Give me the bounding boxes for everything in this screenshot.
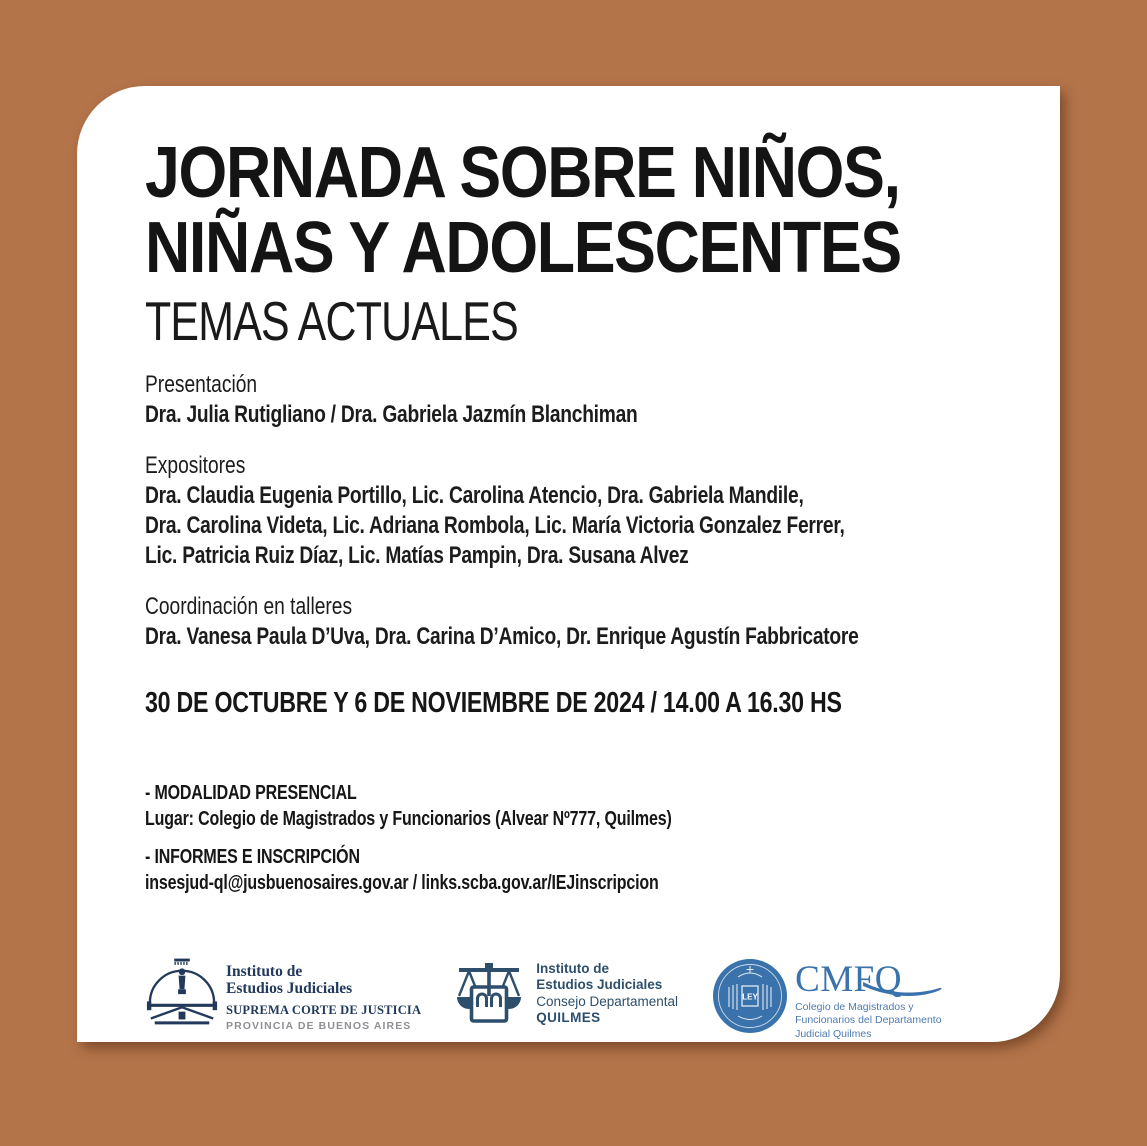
venue-address: Lugar: Colegio de Magistrados y Funcionarios (Alvear Nº777, Quilmes) <box>145 807 672 830</box>
section-coordinacion <box>145 592 859 652</box>
modalidad-label: - MODALIDAD PRESENCIAL <box>145 781 357 804</box>
cmfq-org-line: Colegio de Magistrados y <box>795 1000 914 1013</box>
event-details <box>145 780 845 896</box>
speakers-names-line: Dra. Claudia Eugenia Portillo, Lic. Carolina Atencio, Dra. Gabriela Mandile, <box>145 481 804 509</box>
flyer-card <box>77 86 1060 1042</box>
detail-modalidad <box>145 780 845 832</box>
logo-row <box>145 958 1020 1041</box>
logo-iej-suprema-corte-text <box>226 958 421 1032</box>
detail-informes <box>145 844 845 896</box>
presenters-names: Dra. Julia Rutigliano / Dra. Gabriela Jazmín Blanchiman <box>145 400 638 428</box>
event-title-line2: NIÑAS Y ADOLESCENTES <box>145 207 901 288</box>
org-name: SUPREMA CORTE DE JUSTICIA <box>226 1002 422 1017</box>
org-region: PROVINCIA DE BUENOS AIRES <box>226 1019 412 1032</box>
scales-of-justice-icon <box>455 963 523 1025</box>
logo-iej-quilmes-text <box>536 958 678 1027</box>
council-city: QUILMES <box>536 1010 601 1026</box>
institute-name: Estudios Judiciales <box>226 979 353 997</box>
institute-name: Instituto de <box>536 960 609 976</box>
cmfq-swoosh-icon <box>861 981 947 999</box>
institute-name: Estudios Judiciales <box>536 977 663 993</box>
cmfq-org-line: Judicial Quilmes <box>795 1027 872 1040</box>
section-label: Expositores <box>145 451 246 479</box>
logo-cmfq <box>712 958 942 1041</box>
ley-seal-icon <box>712 958 788 1034</box>
event-title <box>145 133 906 288</box>
institute-name: Instituto de <box>226 962 303 980</box>
cmfq-org-line: Funcionarios del Departamento <box>795 1014 942 1027</box>
event-date-time: 30 DE OCTUBRE Y 6 DE NOVIEMBRE DE 2024 / 14.00 A 16.30 HS <box>145 686 842 719</box>
contact-email-link: insesjud-ql@jusbuenosaires.gov.ar / links.scba.gov.ar/IEJinscripcion <box>145 871 659 894</box>
logo-cmfq-text <box>795 958 942 1041</box>
speakers-names-line: Dra. Carolina Videta, Lic. Adriana Rombola, Lic. María Victoria Gonzalez Ferrer, <box>145 511 845 539</box>
council-name: Consejo Departamental <box>536 993 679 1009</box>
section-label: Coordinación en talleres <box>145 592 353 620</box>
section-label: Presentación <box>145 370 258 398</box>
courthouse-dome-icon <box>145 958 219 1040</box>
cmfq-acronym: CMFQ <box>795 958 902 1000</box>
event-subtitle: TEMAS ACTUALES <box>145 289 518 352</box>
seal-ley-text: LEY <box>742 992 758 1002</box>
speakers-names-line: Lic. Patricia Ruiz Díaz, Lic. Matías Pampin, Dra. Susana Alvez <box>145 541 689 569</box>
coordinators-names: Dra. Vanesa Paula D’Uva, Dra. Carina D’Amico, Dr. Enrique Agustín Fabbricatore <box>145 622 859 650</box>
cmfq-acronym-row <box>795 960 942 1000</box>
informes-label: - INFORMES E INSCRIPCIÓN <box>145 845 360 868</box>
section-expositores <box>145 451 845 571</box>
event-title-line1: JORNADA SOBRE NIÑOS, <box>145 133 900 213</box>
logo-iej-suprema-corte <box>145 958 421 1040</box>
logo-iej-quilmes <box>455 958 678 1027</box>
section-presentacion <box>145 370 845 430</box>
event-body <box>145 370 1020 1041</box>
